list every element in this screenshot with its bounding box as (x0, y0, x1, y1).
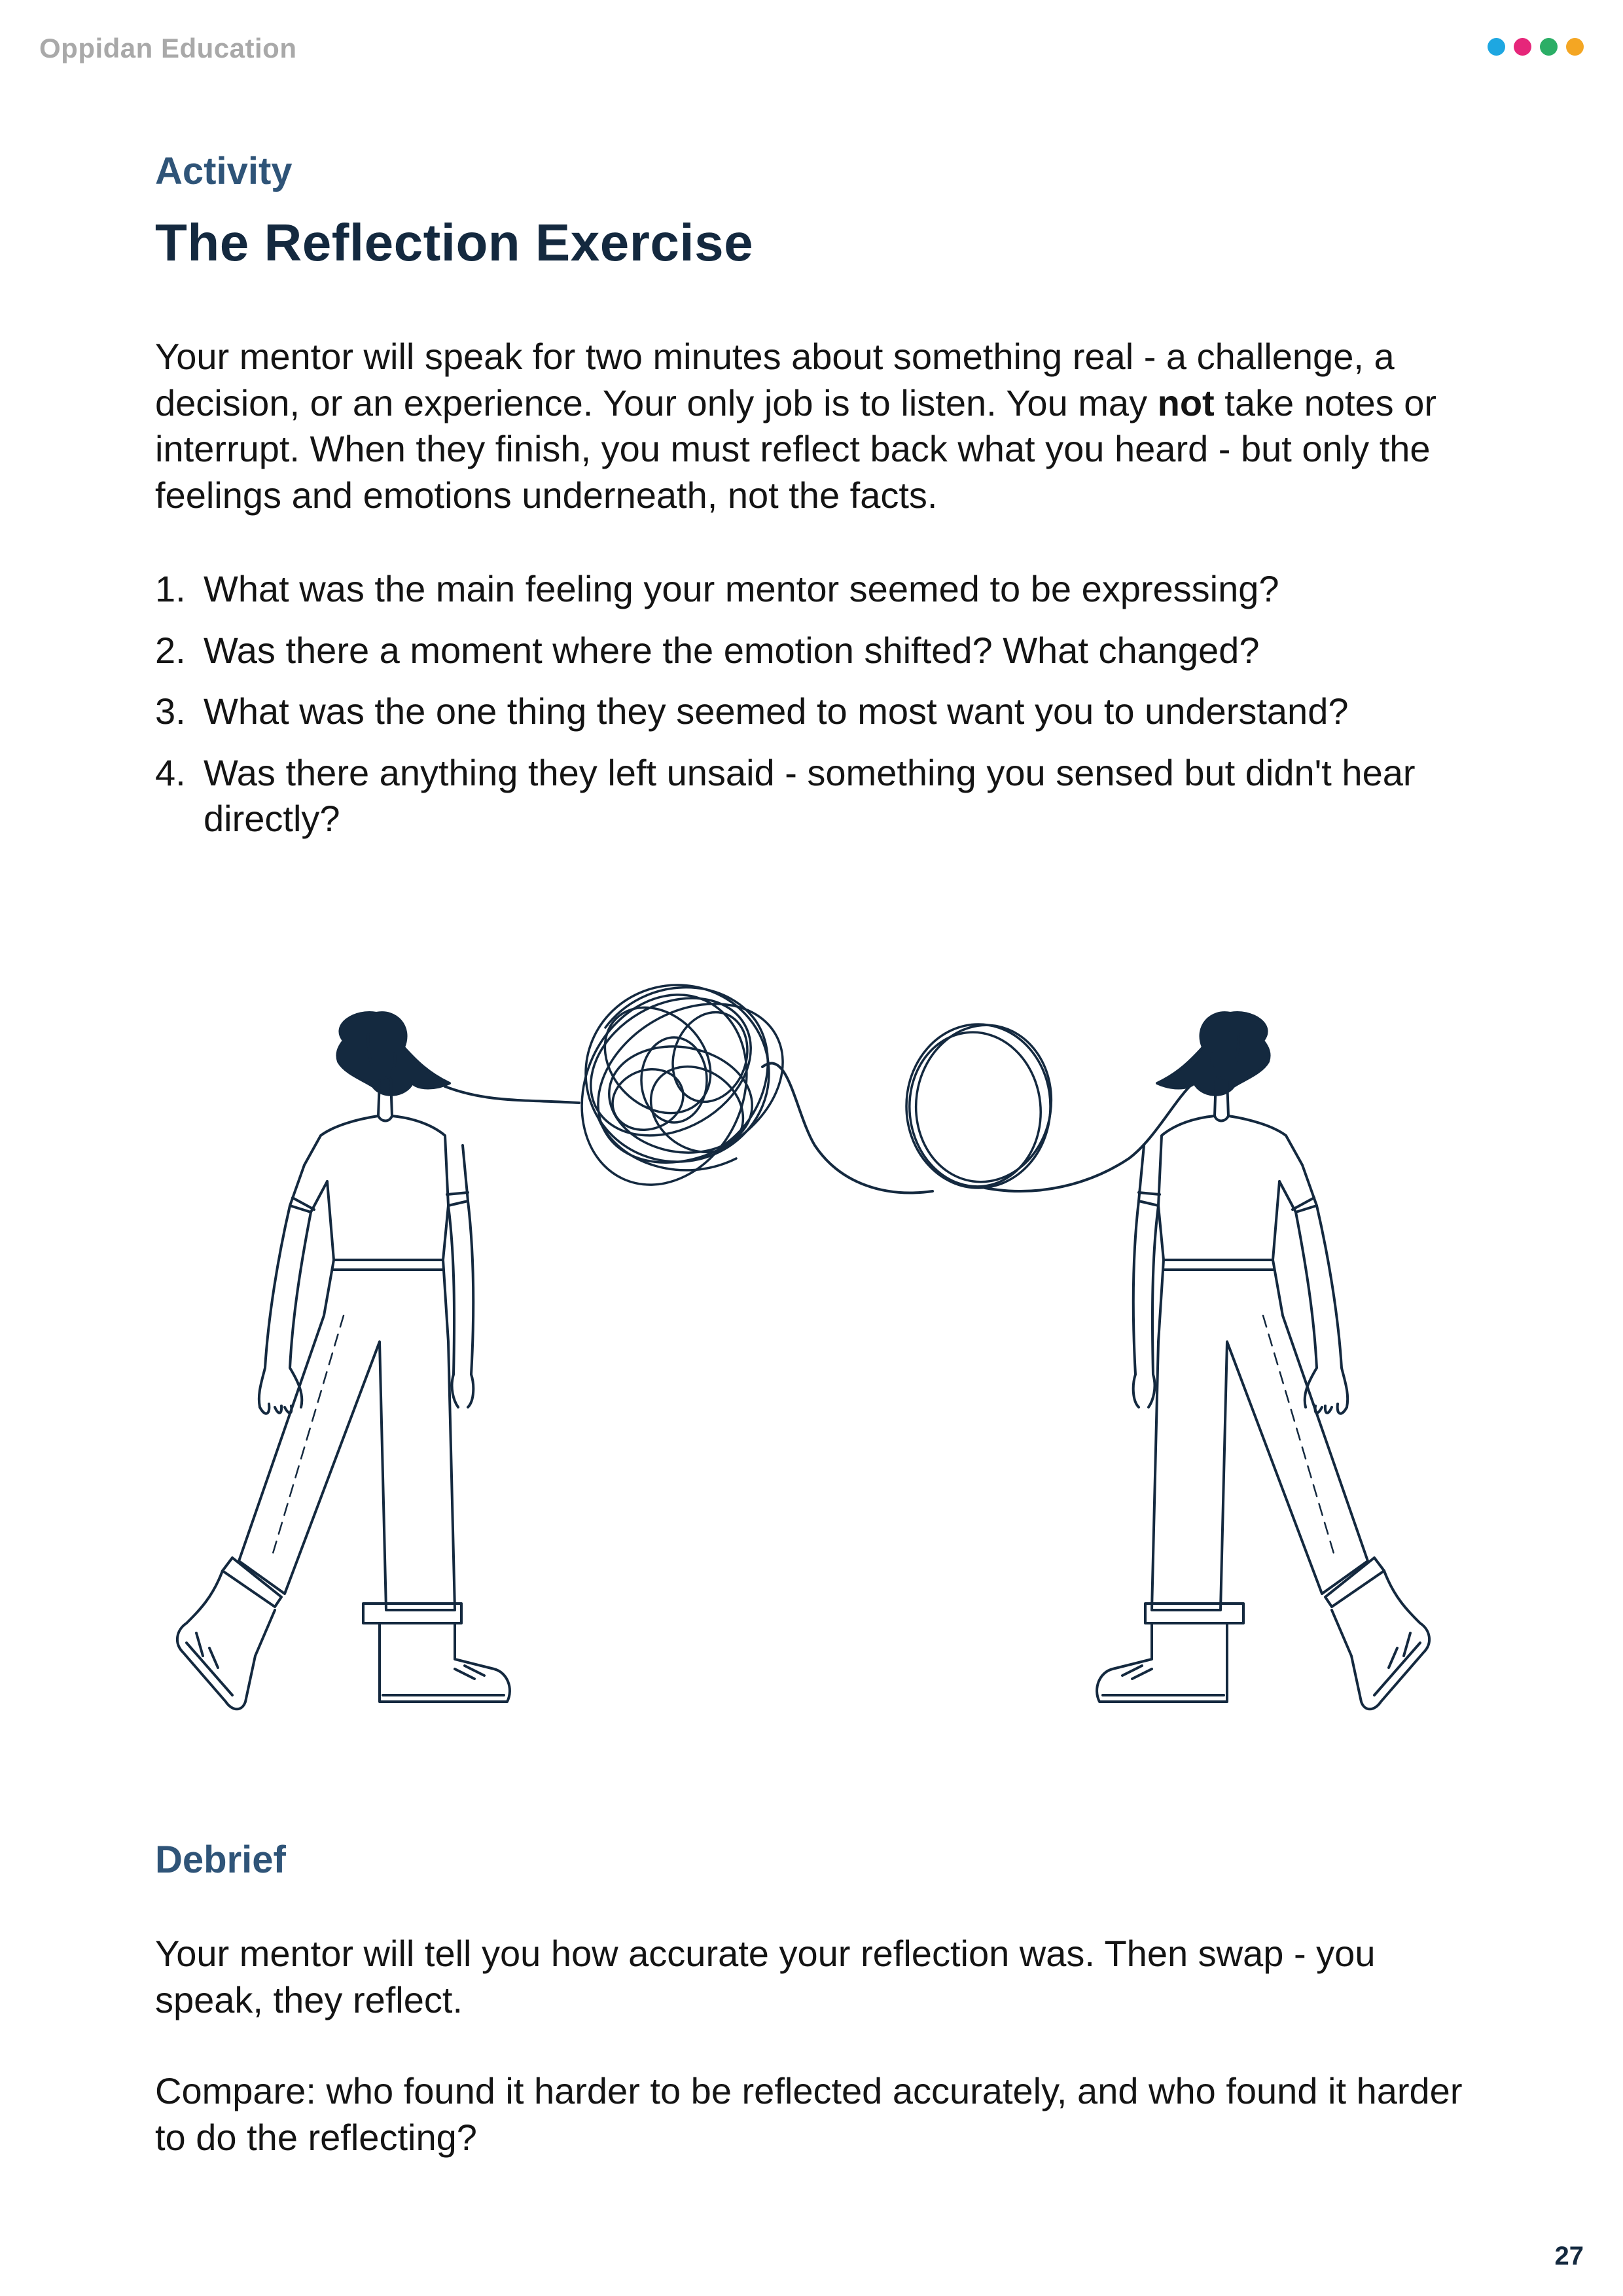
brand-dot-blue (1488, 38, 1505, 56)
list-text: What was the one thing they seemed to most want you to understand? (204, 691, 1349, 732)
list-text: Was there a moment where the emotion shifted? What changed? (204, 629, 1260, 671)
list-text: What was the main feeling your mentor seemed to be expressing? (204, 568, 1279, 609)
debrief-paragraph-1: Your mentor will tell you how accurate your reflection was. Then swap - you speak, they reflect. (155, 1933, 1376, 2020)
list-number: 2. (155, 629, 186, 671)
circular-loop (902, 1016, 1061, 1193)
brand-dot-orange (1566, 38, 1584, 56)
tangled-knot (552, 967, 812, 1211)
string-left (445, 1086, 579, 1103)
right-person-figure (1097, 1013, 1429, 1709)
intro-text-b: take notes or interrupt. When they finish, you must reflect back what you heard - but only the feelings and emotions underneath, not the facts. (155, 382, 1437, 516)
list-item (155, 750, 1471, 842)
list-number: 1. (155, 568, 186, 609)
page-title: The Reflection Exercise (155, 213, 754, 272)
debrief-paragraph-2: Compare: who found it harder to be reflected accurately, and who found it harder to do the reflecting? (155, 2070, 1463, 2158)
two-people-connected-by-string-illustration (147, 949, 1495, 1734)
list-item (155, 566, 1471, 613)
question-list (155, 566, 1471, 857)
section-kicker: Activity (155, 150, 293, 192)
list-number: 3. (155, 691, 186, 732)
left-person-figure (177, 1013, 510, 1709)
list-item (155, 628, 1471, 674)
page-number: 27 (1554, 2242, 1584, 2270)
list-number: 4. (155, 751, 186, 793)
intro-text-a: Your mentor will speak for two minutes about something real - a challenge, a decision, or an experience. Your only job is to listen. You may (155, 336, 1395, 423)
list-item (155, 689, 1471, 735)
brand-dot-green (1540, 38, 1558, 56)
list-text: Was there anything they left unsaid - something you sensed but didn't hear directly? (204, 751, 1416, 839)
intro-paragraph (155, 334, 1471, 518)
brand-dot-pink (1514, 38, 1531, 56)
debrief-heading: Debrief (155, 1839, 286, 1881)
string-middle (762, 1063, 933, 1193)
brand-name: Oppidan Education (39, 33, 297, 63)
intro-emphasis: not (1157, 382, 1215, 423)
brand-dots (1488, 38, 1584, 56)
